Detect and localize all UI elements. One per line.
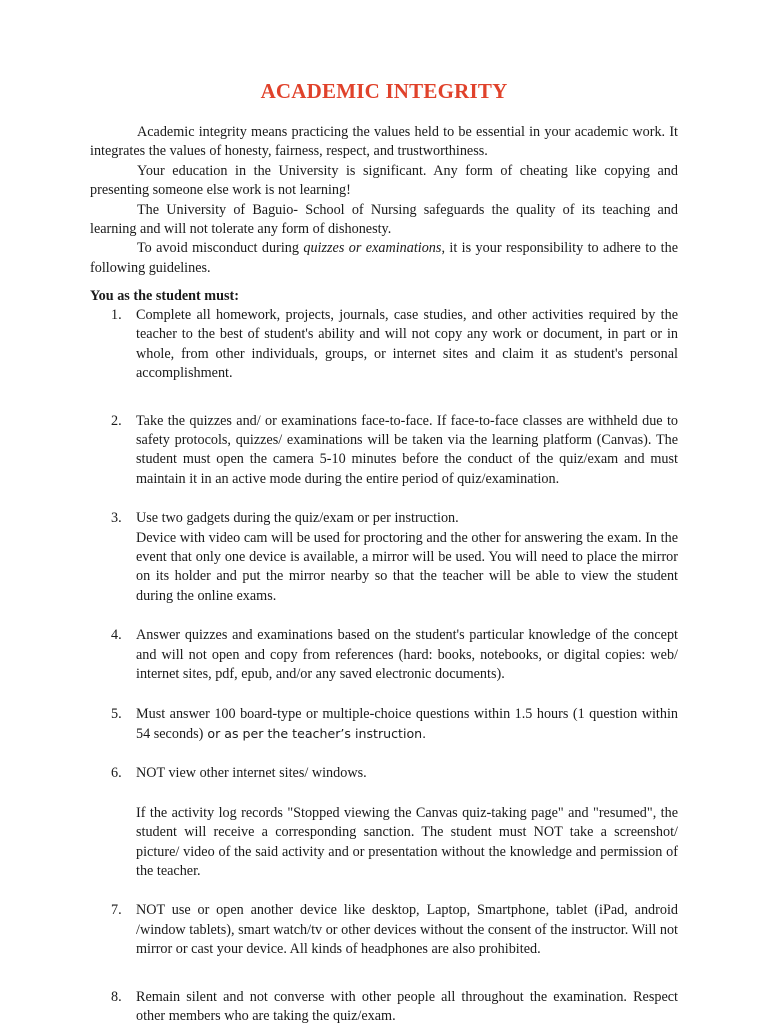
rule-text-detail: Device with video cam will be used for proctoring and the other for answering the exam. In the event that only one device is available, a mirror will be used. You will need to place the mirror on its holder and put the mirror nearby so that the teacher will be able to view the student during the online exams.	[136, 529, 678, 604]
rule-number: 1.	[111, 307, 122, 323]
intro-paragraph-1: Academic integrity means practicing the values held to be essential in your academic work. It integrates the values of honesty, fairness, respect, and trustworthiness.	[90, 124, 678, 160]
rule-item	[90, 306, 678, 384]
rule-item	[90, 509, 678, 606]
rule-number: 3.	[111, 510, 122, 527]
rule-text: Remain silent and not converse with other people all throughout the examination. Respect other members who are taking the quiz/exam.	[136, 988, 678, 1024]
rule-item	[90, 901, 678, 959]
intro-paragraph-4	[90, 239, 678, 278]
rule-text: NOT use or open another device like desktop, Laptop, Smartphone, tablet (iPad, android /window tablets), smart watch/tv or other devices without the consent of the instructor. Will not mirror or cast your device. All kinds of headphones are also prohibited.	[136, 902, 678, 958]
rule-text: Answer quizzes and examinations based on the student's particular knowledge of the concept and will not open and copy from references (hard: books, notebooks, or digital copies: web/ internet sites, pdf, epub, and/or any saved electronic documents).	[136, 627, 678, 683]
rule-text-tail: or as per the teacher’s instruction.	[203, 725, 427, 741]
intro-paragraph-2: Your education in the University is significant. Any form of cheating like copying and presenting someone else work is not learning!	[90, 162, 678, 199]
rule-item	[90, 412, 678, 490]
intro-4-before: To avoid misconduct during	[137, 240, 304, 257]
rule-item	[90, 988, 678, 1026]
intro-4-after: , it is your responsibility to adhere to the following guidelines.	[90, 240, 678, 276]
intro-4-emphasis: quizzes or examinations	[303, 240, 442, 257]
rule-text: NOT view other internet sites/ windows.	[136, 765, 367, 782]
rule-number: 5.	[111, 705, 122, 722]
rule-text: Complete all homework, projects, journals, case studies, and other activities required by the teacher to the best of student's ability and will not copy any work or document, in part or in whole, from other individuals, groups, or internet sites and claim it as student's personal accomplishment.	[136, 307, 678, 382]
rule-number: 7.	[111, 902, 122, 919]
page-title: ACADEMIC INTEGRITY	[260, 79, 508, 103]
rule-number: 4.	[111, 627, 122, 644]
rule-text-detail: If the activity log records "Stopped viewing the Canvas quiz-taking page" and "resumed", the student will receive a corresponding sanction. The student must NOT take a screenshot/ picture/ video of the said activity and or presentation without the knowledge and permission of the teacher.	[136, 804, 678, 879]
rule-text: Use two gadgets during the quiz/exam or per instruction.	[136, 510, 459, 527]
rule-number: 6.	[111, 765, 122, 782]
rules-list	[90, 306, 678, 1026]
rule-item	[90, 705, 678, 745]
rule-number: 8.	[111, 988, 122, 1005]
rule-item	[90, 764, 678, 881]
rule-text: Take the quizzes and/ or examinations face-to-face. If face-to-face classes are withheld due to safety protocols, quizzes/ examinations will be taken via the learning platform (Canvas). The student must open the camera 5-10 minutes before the conduct of the quiz/exam and must maintain it in an active mode during the entire period of quiz/examination.	[136, 412, 678, 487]
rule-item	[90, 626, 678, 684]
intro-paragraph-3: The University of Baguio- School of Nursing safeguards the quality of its teaching and learning and will not tolerate any form of dishonesty.	[90, 201, 678, 238]
rules-lead: You as the student must:	[90, 288, 239, 304]
rule-number: 2.	[111, 412, 122, 429]
rule-text: Must answer 100 board-type or multiple-choice questions within 1.5 hours (1 question within 54 seconds)	[136, 705, 678, 742]
rule-text-wrap	[136, 705, 678, 745]
intro-section	[90, 123, 678, 278]
